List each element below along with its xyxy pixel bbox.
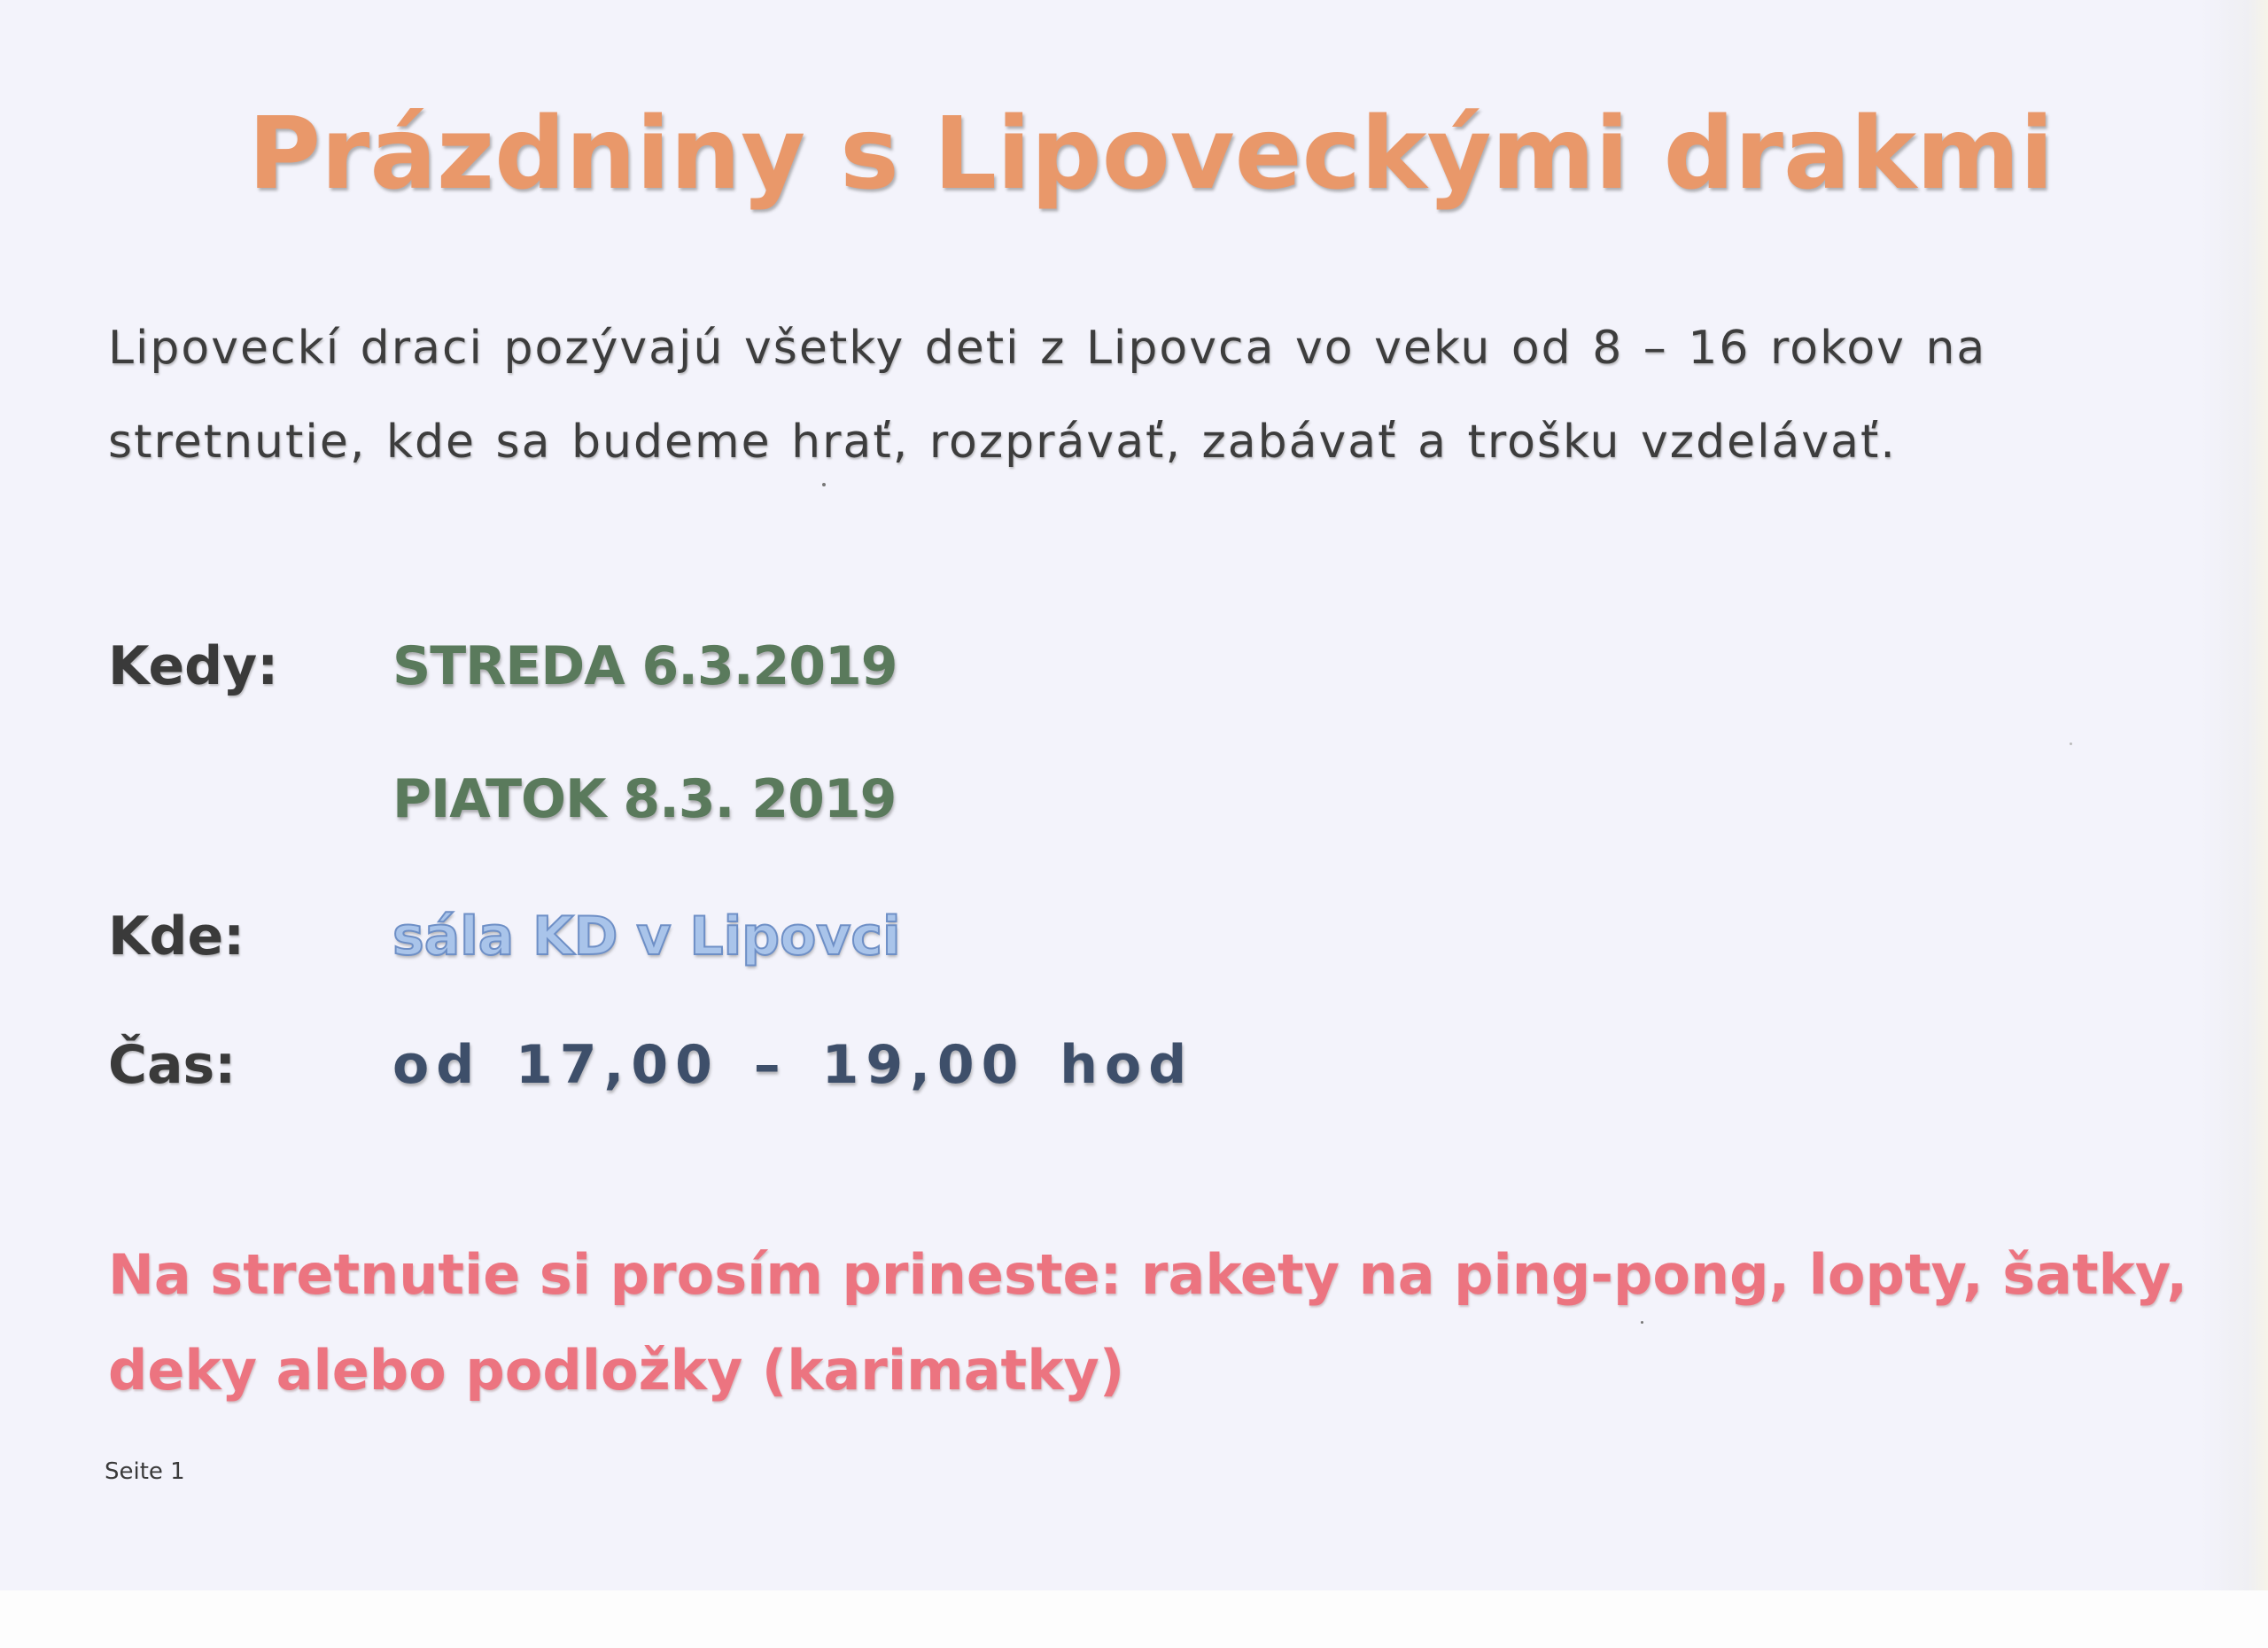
place-value: sála KD v Lipovci bbox=[392, 906, 901, 968]
intro-line-2: stretnutie, kde sa budeme hrať, rozprávať, zabávať a trošku vzdelávať. bbox=[108, 416, 1897, 469]
time-label: Čas: bbox=[108, 1034, 237, 1096]
bring-line-2: deky alebo podložky (karimatky) bbox=[108, 1338, 1125, 1403]
document-title: Prázdniny s Lipoveckými drakmi bbox=[248, 97, 2054, 212]
scan-speck bbox=[1641, 1321, 1643, 1324]
scan-speck bbox=[822, 483, 826, 486]
scan-speck bbox=[2070, 742, 2072, 745]
intro-paragraph bbox=[108, 301, 2146, 489]
time-value: od 17,00 – 19,00 hod bbox=[392, 1034, 1194, 1096]
intro-line-1: Lipoveckí draci pozývajú všetky deti z Lipovca vo veku od 8 – 16 rokov na bbox=[108, 322, 1987, 375]
bring-items-paragraph bbox=[108, 1227, 2188, 1419]
where-label: Kde: bbox=[108, 906, 245, 968]
when-label: Kedy: bbox=[108, 635, 279, 697]
date-friday: PIATOK 8.3. 2019 bbox=[392, 768, 897, 830]
date-wednesday: STREDA 6.3.2019 bbox=[392, 635, 897, 697]
page-footer: Seite 1 bbox=[105, 1458, 185, 1485]
scan-margin bbox=[0, 1590, 2268, 1648]
bring-line-1: Na stretnutie si prosím prineste: rakety na ping-pong, lopty, šatky, bbox=[108, 1242, 2188, 1307]
page-edge bbox=[2201, 0, 2268, 1590]
